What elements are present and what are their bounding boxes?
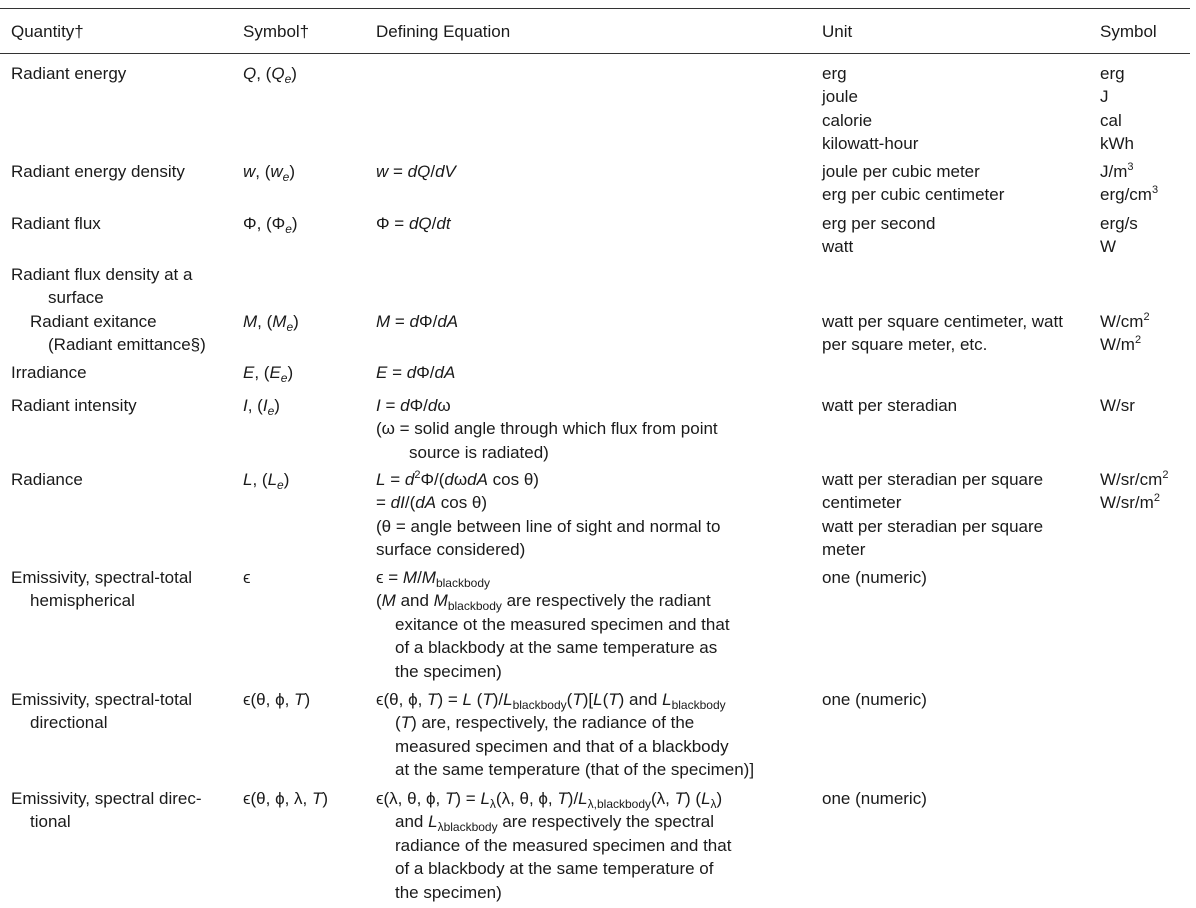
equation-cell: ϵ(λ, θ, ϕ, $T) = L_\lambda(\lambda$, θ, ϕ, $T)/L_{\lambda,blackbody}(\lambda$, T) $(L_\lambda)$ and $L_{\lambda blackbody}$ are respectively the spectral radiance of the measured specimen and that of a blackbody at the same temperature of the specimen) bbox=[376, 787, 731, 904]
symbol-cell: I, $(I_e)$ bbox=[243, 396, 280, 418]
unit-line: erg per second bbox=[822, 214, 936, 233]
symbol-cell: Q, $(Q_e)$ bbox=[243, 64, 297, 86]
symbol-cell: M, $(M_e)$ bbox=[243, 312, 299, 334]
equation-cell: ϵ(θ, ϕ, T) = L $(T)/L_{blackbody}(T)[L(T)$ and $L_{blackbody}$ (T) are, respectively, the radiance of the measured specimen and that of a blackbody at the same temperature (that of the specimen)] bbox=[376, 688, 754, 782]
unit-symbol-line: erg/s bbox=[1100, 214, 1138, 233]
unit-cell bbox=[822, 212, 935, 259]
equation-note-line: surface considered) bbox=[376, 540, 526, 560]
quantity-cell bbox=[11, 688, 192, 735]
quantity-cell bbox=[11, 566, 192, 613]
quantity-line: Radiant exitance bbox=[30, 311, 157, 331]
header-symbol: Symbol† bbox=[243, 22, 310, 41]
unit-symbol-cell: W/sr bbox=[1100, 396, 1135, 415]
unit-symbol-cell: $W/cm^2$ $W/m^2$ bbox=[1100, 311, 1150, 355]
equation-desc-line: radiance of the measured specimen and that bbox=[395, 835, 732, 855]
equation-note-line: source is radiated) bbox=[409, 442, 549, 462]
header-unit-symbol: Symbol bbox=[1100, 22, 1157, 41]
equation-desc-line: at the same temperature (that of the specimen)] bbox=[395, 760, 755, 780]
equation-desc-line: exitance ot the measured specimen and that bbox=[395, 614, 730, 634]
header-unit: Unit bbox=[822, 22, 853, 41]
unit-line: per square meter, etc. bbox=[822, 335, 988, 355]
unit-cell bbox=[822, 310, 1063, 357]
unit-cell bbox=[822, 160, 1004, 207]
unit-symbol-cell: $W/sr/cm^2$ $W/sr/m^2$ bbox=[1100, 469, 1169, 513]
unit-symbol-line: kWh bbox=[1100, 134, 1134, 154]
unit-line: meter bbox=[822, 540, 866, 560]
unit-line: watt bbox=[822, 237, 854, 257]
unit-line: erg per cubic centimeter bbox=[822, 185, 1005, 205]
unit-symbol-cell bbox=[1100, 62, 1134, 156]
unit-line: erg bbox=[822, 64, 847, 83]
equation-cell: Φ = dQ/dt bbox=[376, 214, 451, 233]
symbol-cell: ϵ(θ, ϕ, T) bbox=[243, 690, 311, 709]
symbol-cell: w, $(w_e)$ bbox=[243, 162, 296, 184]
equation-cell: $L = d^2\Phi/(d\omega dA$ cos θ) = dI/(dA cos θ) (θ = angle between line of sight and normal to surface considered) bbox=[376, 468, 720, 562]
header-equation: Defining Equation bbox=[376, 22, 511, 41]
header-rule bbox=[0, 53, 1190, 54]
unit-cell bbox=[822, 62, 918, 156]
unit-line: watt per steradian per square bbox=[822, 516, 1044, 536]
quantity-cell bbox=[11, 787, 202, 834]
unit-symbol-line: J bbox=[1100, 87, 1109, 107]
equation-desc-line: measured specimen and that of a blackbody bbox=[395, 736, 729, 756]
unit-symbol-line: cal bbox=[1100, 110, 1122, 130]
unit-line: watt per steradian per square bbox=[822, 470, 1044, 489]
equation-desc-line: of a blackbody at the same temperature of bbox=[395, 859, 714, 879]
symbol-cell: L, $(L_e)$ bbox=[243, 470, 290, 492]
quantity-line: Emissivity, spectral-total bbox=[11, 690, 193, 709]
quantity-line: Emissivity, spectral direc- bbox=[11, 789, 202, 808]
quantity-cell: Radiant energy bbox=[11, 64, 127, 83]
header-quantity: Quantity† bbox=[11, 22, 84, 41]
equation-desc-line: the specimen) bbox=[395, 882, 502, 902]
quantity-cell: Radiant energy density bbox=[11, 162, 185, 181]
symbol-cell: Φ, $(\Phi_e)$ bbox=[243, 214, 298, 236]
unit-cell bbox=[822, 468, 1043, 562]
equation-cell: E = dΦ/dA bbox=[376, 363, 456, 382]
quantity-line: directional bbox=[30, 713, 108, 733]
quantity-cell: Radiant intensity bbox=[11, 396, 137, 415]
quantity-line: (Radiant emittance§) bbox=[48, 335, 206, 355]
equation-cell: w = dQ/dV bbox=[376, 162, 456, 181]
unit-cell: one (numeric) bbox=[822, 690, 927, 709]
symbol-cell: ϵ bbox=[243, 568, 251, 587]
unit-line: joule per cubic meter bbox=[822, 162, 980, 181]
equation-cell: $\epsilon = M/M_{blackbody}$ (M and $M_{blackbody}$ are respectively the radiant exitance ot the measured specimen and that of a blackbody at the same temperature as the specimen) bbox=[376, 566, 730, 683]
unit-symbol-line: W bbox=[1100, 237, 1117, 257]
quantity-cell: Radiant flux bbox=[11, 214, 101, 233]
quantity-line: tional bbox=[30, 812, 71, 832]
symbol-cell: E, $(E_e)$ bbox=[243, 363, 294, 385]
equation-desc-line: the specimen) bbox=[395, 661, 502, 681]
quantity-line: surface bbox=[48, 288, 104, 308]
equation-cell: I = dΦ/dω (ω = solid angle through which flux from point source is radiated) bbox=[376, 394, 718, 464]
equation-cell: M = dΦ/dA bbox=[376, 312, 459, 331]
unit-symbol-cell bbox=[1100, 212, 1138, 259]
unit-line: kilowatt-hour bbox=[822, 134, 919, 154]
equation-desc-line: of a blackbody at the same temperature as bbox=[395, 638, 718, 658]
unit-cell: one (numeric) bbox=[822, 568, 927, 587]
unit-line: centimeter bbox=[822, 493, 902, 513]
unit-line: calorie bbox=[822, 110, 873, 130]
unit-line: watt per square centimeter, watt bbox=[822, 312, 1063, 331]
unit-symbol-cell: $J/m^3$ erg/$cm^3$ bbox=[1100, 161, 1159, 205]
quantity-line: hemispherical bbox=[30, 591, 135, 611]
equation-note-line: (θ = angle between line of sight and normal to bbox=[376, 516, 721, 536]
symbol-cell: ϵ(θ, ϕ, λ, T) bbox=[243, 789, 329, 808]
unit-line: joule bbox=[822, 87, 858, 107]
unit-symbol-line: erg bbox=[1100, 64, 1125, 83]
quantity-line: Radiant flux density at a bbox=[11, 265, 193, 284]
top-rule bbox=[0, 8, 1190, 9]
quantity-cell: Radiance bbox=[11, 470, 83, 489]
unit-cell: watt per steradian bbox=[822, 396, 958, 415]
quantity-cell bbox=[11, 263, 206, 357]
quantity-line: Emissivity, spectral-total bbox=[11, 568, 193, 587]
equation-note-line: (ω = solid angle through which flux from point bbox=[376, 419, 718, 439]
unit-cell: one (numeric) bbox=[822, 789, 927, 808]
quantity-cell: Irradiance bbox=[11, 363, 87, 382]
